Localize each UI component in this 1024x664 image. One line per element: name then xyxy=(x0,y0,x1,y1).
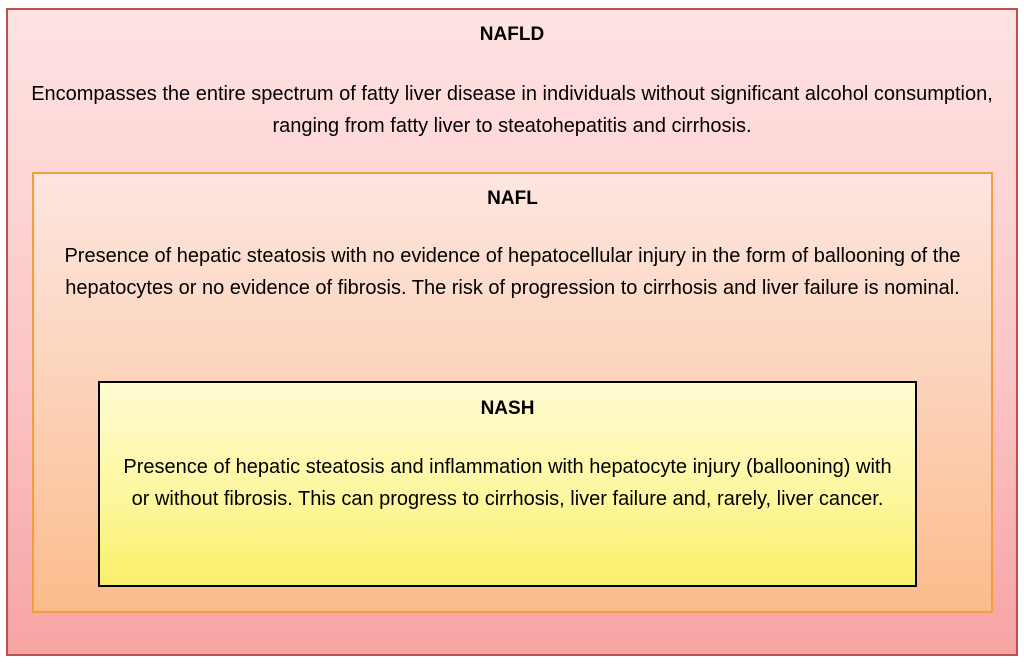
nafl-title: NAFL xyxy=(487,188,538,209)
nash-box xyxy=(98,381,917,587)
nafl-description: Presence of hepatic steatosis with no evidence of hepatocellular injury in the form of ballooning of the hepatocytes or no evidence of fibrosis. The risk of progression to cirrhosis and liver failure is nominal. xyxy=(64,245,961,299)
nafld-description: Encompasses the entire spectrum of fatty liver disease in individuals without significant alcohol consumption, ranging from fatty liver to steatohepatitis and cirrhosis. xyxy=(31,83,993,137)
nash-description: Presence of hepatic steatosis and inflammation with hepatocyte injury (ballooning) with or without fibrosis. This can progress to cirrhosis, liver failure and, rarely, liver cancer. xyxy=(123,456,892,510)
nash-title: NASH xyxy=(480,398,535,419)
nafld-title: NAFLD xyxy=(479,24,545,45)
